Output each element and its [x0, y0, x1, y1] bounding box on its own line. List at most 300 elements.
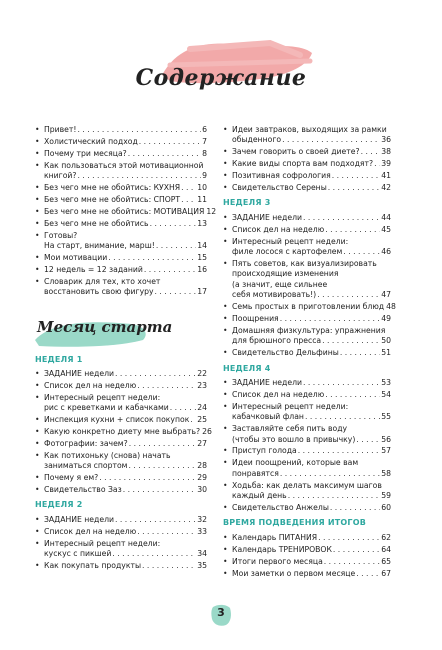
bullet-icon: •	[223, 378, 228, 388]
toc-item[interactable]	[223, 390, 391, 400]
toc-item-line	[44, 485, 207, 495]
toc-item-line	[44, 183, 207, 193]
toc-item-text: Фотографии: зачем?	[44, 438, 128, 448]
toc-item-text: Как пользоваться этой мотивационной	[44, 160, 204, 170]
toc-item[interactable]	[35, 415, 207, 425]
toc-item[interactable]	[223, 458, 391, 479]
toc-item-text: Свидетельство Анжелы	[232, 503, 329, 512]
toc-item[interactable]	[223, 259, 391, 301]
toc-item-text: Какие виды спорта вам подходят?	[232, 159, 374, 169]
toc-item-line	[44, 149, 207, 159]
toc-item-line	[232, 302, 396, 312]
toc-item-line	[44, 473, 207, 483]
toc-item-text: ЗАДАНИЕ недели	[44, 514, 114, 524]
toc-item-page: 6	[202, 125, 207, 134]
toc-item-line	[232, 503, 391, 513]
leader-dots	[356, 435, 380, 445]
bullet-icon: •	[35, 369, 40, 378]
toc-item[interactable]	[223, 237, 391, 258]
toc-item-text: кускус с пикшей	[44, 549, 112, 559]
toc-item-text: Семь простых в приготовлении блюд	[232, 302, 385, 312]
toc-item-text: Список дел на неделю	[44, 380, 137, 390]
toc-item-page: 67	[381, 568, 391, 578]
toc-item[interactable]	[223, 225, 391, 235]
toc-item[interactable]	[223, 125, 391, 146]
toc-item[interactable]	[35, 219, 207, 229]
toc-item-page: 12	[206, 206, 217, 216]
bullet-icon: •	[223, 171, 228, 181]
toc-item[interactable]	[223, 402, 391, 423]
leader-dots	[343, 247, 380, 257]
toc-item-page: 51	[381, 348, 391, 358]
bullet-icon: •	[223, 503, 228, 512]
toc-item[interactable]	[223, 183, 391, 193]
toc-item-text: обыденного	[232, 135, 282, 145]
leader-dots	[142, 561, 196, 571]
leader-dots	[280, 314, 381, 324]
bullet-icon: •	[223, 401, 228, 411]
toc-item-text: Свидетельство Серены	[232, 183, 327, 193]
bullet-icon: •	[223, 258, 228, 268]
toc-item-line	[44, 439, 207, 449]
leader-dots	[170, 403, 196, 413]
leader-dots	[322, 336, 380, 346]
toc-item-page: 56	[381, 434, 391, 444]
bullet-icon: •	[35, 473, 40, 483]
toc-item-text: Пять советов, как визуализировать	[232, 258, 377, 268]
toc-item-text: Холистический подход	[44, 136, 138, 146]
leader-dots	[340, 348, 380, 358]
week-heading: ВРЕМЯ ПОДВЕДЕНИЯ ИТОГОВ	[223, 518, 366, 528]
toc-item-line	[44, 403, 207, 413]
toc-item-line	[44, 137, 207, 147]
toc-item-page: 59	[381, 491, 391, 501]
toc-item[interactable]	[223, 557, 391, 567]
toc-item[interactable]	[35, 427, 212, 437]
toc-item-line	[44, 265, 207, 275]
toc-item-line	[44, 427, 212, 437]
toc-item-page: 29	[197, 473, 207, 483]
toc-item[interactable]	[35, 369, 207, 379]
toc-item[interactable]	[223, 533, 391, 543]
leader-dots	[139, 137, 201, 147]
toc-item-page: 8	[202, 148, 207, 158]
toc-item-page: 39	[381, 159, 391, 169]
toc-item-line	[232, 491, 391, 501]
bullet-icon: •	[35, 252, 40, 262]
leader-dots	[137, 527, 196, 537]
bullet-icon: •	[223, 568, 228, 578]
toc-item-page: 60	[381, 503, 391, 512]
toc-item[interactable]	[35, 473, 207, 483]
toc-item-page: 22	[197, 369, 207, 378]
leader-dots	[280, 469, 380, 479]
bullet-icon: •	[35, 427, 40, 437]
toc-item-text: Приступ голода	[232, 446, 297, 456]
toc-item[interactable]	[223, 171, 391, 181]
toc-item-page: 7	[202, 136, 207, 146]
toc-item[interactable]	[223, 503, 391, 513]
toc-item-line	[44, 381, 207, 391]
toc-item-text: рис с креветками и кабачками	[44, 403, 169, 413]
leader-dots	[181, 183, 196, 193]
bullet-icon: •	[223, 125, 228, 134]
toc-item-text: Список дел на неделю	[44, 526, 137, 536]
bullet-icon: •	[223, 458, 228, 468]
toc-item-text: заниматься спортом	[44, 461, 128, 471]
toc-item-line	[232, 247, 391, 257]
bullet-icon: •	[223, 212, 228, 222]
toc-item[interactable]	[35, 393, 207, 414]
toc-item-line	[232, 533, 391, 543]
toc-item-line	[44, 415, 207, 425]
toc-item-text: Инспекция кухни + список покупок	[44, 415, 190, 425]
bullet-icon: •	[35, 218, 40, 228]
toc-item[interactable]	[223, 348, 391, 358]
toc-item-text: Какую конкретно диету мне выбрать?	[44, 427, 201, 437]
toc-weeks-right	[223, 198, 396, 579]
toc-item-line	[232, 183, 391, 193]
toc-item-page: 16	[197, 264, 207, 274]
toc-item-line	[44, 527, 207, 537]
toc-item[interactable]	[35, 485, 207, 495]
toc-item-text: Календарь ПИТАНИЯ	[232, 532, 318, 542]
bullet-icon: •	[35, 514, 40, 524]
toc-item-page: 58	[381, 468, 391, 478]
toc-item[interactable]	[35, 161, 207, 182]
page-title: Содержание	[135, 65, 307, 91]
leader-dots	[333, 545, 380, 555]
toc-item-page: 33	[197, 526, 207, 536]
toc-item-text: ЗАДАНИЕ недели	[44, 369, 114, 378]
leader-dots	[77, 171, 201, 181]
leader-dots	[288, 491, 380, 501]
toc-item-line	[232, 435, 391, 445]
bullet-icon: •	[35, 230, 40, 240]
toc-item-page: 53	[381, 378, 391, 388]
toc-item-page: 36	[381, 135, 391, 145]
toc-item-text: Готовы?	[44, 230, 78, 240]
leader-dots	[374, 159, 380, 169]
toc-item-text: Как покупать продукты	[44, 561, 142, 570]
leader-dots	[328, 183, 380, 193]
toc-item-page: 55	[381, 412, 391, 422]
toc-item-text: Привет!	[44, 125, 77, 134]
bullet-icon: •	[35, 276, 40, 286]
section-title: Месяц старта	[37, 317, 173, 336]
toc-item-text: филе лосося с картофелем	[232, 247, 343, 257]
toc-item-text: Зачем говорить о своей диете?	[232, 147, 360, 157]
toc-item-page: 27	[197, 438, 207, 448]
toc-item-page: 10	[197, 183, 207, 193]
toc-item-text: Список дел на неделю	[232, 224, 325, 234]
toc-item-line	[44, 195, 207, 205]
toc-item-line	[44, 125, 207, 135]
toc-item-line	[232, 446, 391, 456]
leader-dots	[190, 415, 196, 425]
leader-dots	[356, 569, 380, 579]
toc-item-line	[232, 290, 391, 300]
toc-item-page: 34	[197, 549, 207, 559]
toc-item-page: 25	[197, 415, 207, 425]
toc-item[interactable]	[223, 378, 391, 388]
toc-item-page: 50	[381, 336, 391, 346]
toc-item[interactable]	[35, 451, 207, 472]
week-heading: НЕДЕЛЯ 3	[223, 198, 271, 208]
leader-dots	[150, 219, 197, 229]
toc-item-text: 12 недель = 12 заданий	[44, 264, 143, 274]
week-heading: НЕДЕЛЯ 4	[223, 363, 271, 373]
toc-left-column	[35, 125, 217, 573]
toc-item[interactable]	[223, 302, 396, 312]
toc-item-text: Мои мотивации	[44, 252, 108, 262]
leader-dots	[77, 125, 201, 135]
toc-item-page: 11	[197, 194, 207, 204]
toc-item[interactable]	[223, 159, 391, 169]
leader-dots	[115, 369, 196, 379]
toc-item-text: (чтобы это вошло в привычку)	[232, 434, 356, 444]
toc-item-page: 30	[197, 485, 207, 495]
toc-item-text: Интересный рецепт недели:	[44, 538, 161, 548]
toc-item-line	[232, 147, 391, 157]
bullet-icon: •	[223, 556, 228, 566]
toc-item-text: Список дел на неделю	[232, 389, 325, 399]
section-header	[35, 314, 207, 350]
toc-item-text: (а значит, еще сильнее	[232, 279, 328, 289]
toc-item[interactable]	[35, 527, 207, 537]
toc-item-page: 13	[197, 218, 207, 228]
toc-item-page: 62	[381, 532, 391, 542]
bullet-icon: •	[35, 125, 40, 134]
toc-item[interactable]	[35, 137, 207, 147]
bullet-icon: •	[35, 194, 40, 204]
leader-dots	[129, 439, 197, 449]
leader-dots	[361, 147, 381, 157]
leader-dots	[303, 213, 380, 223]
toc-item-line	[232, 336, 391, 346]
leader-dots	[123, 485, 197, 495]
toc-item-page: 47	[381, 290, 391, 300]
leader-dots	[115, 515, 196, 525]
toc-item-text: Без чего мне не обойтись	[44, 218, 149, 228]
toc-item-page: 28	[197, 461, 207, 471]
bullet-icon: •	[223, 424, 228, 434]
bullet-icon: •	[35, 450, 40, 460]
toc-item-text: ЗАДАНИЕ недели	[232, 212, 302, 222]
toc-item[interactable]	[223, 545, 391, 555]
toc-item-text: Без чего мне не обойтись: МОТИВАЦИЯ	[44, 206, 205, 216]
bullet-icon: •	[223, 325, 228, 335]
toc-item[interactable]	[223, 326, 391, 347]
toc-item-text: Позитивная софрология	[232, 171, 331, 181]
toc-item-line	[44, 241, 207, 251]
bullet-icon: •	[223, 532, 228, 542]
toc-item-text: восстановить свою фигуру	[44, 287, 154, 297]
toc-item-page: 42	[381, 183, 391, 193]
leader-dots	[325, 225, 380, 235]
toc-item-text: Свидетельство Заз	[44, 485, 122, 495]
toc-item-text: Календарь ТРЕНИРОВОК	[232, 544, 332, 554]
toc-item[interactable]	[35, 277, 207, 298]
leader-dots	[324, 557, 380, 567]
leader-dots	[181, 195, 196, 205]
week-heading: НЕДЕЛЯ 2	[35, 500, 83, 510]
toc-item[interactable]	[223, 314, 391, 324]
week-heading: НЕДЕЛЯ 1	[35, 354, 83, 364]
toc-item-line	[232, 225, 391, 235]
toc-item-line	[44, 549, 207, 559]
toc-item-line	[44, 369, 207, 379]
bullet-icon: •	[223, 183, 228, 193]
bullet-icon: •	[223, 302, 228, 312]
leader-dots	[305, 412, 380, 422]
bullet-icon: •	[35, 485, 40, 495]
toc-item-line	[232, 557, 391, 567]
toc-item-text: Свидетельство Дельфины	[232, 348, 339, 358]
bullet-icon: •	[223, 314, 228, 323]
toc-continued-list	[223, 125, 391, 193]
toc-item-text: Как потихоньку (снова) начать	[44, 450, 171, 460]
toc-item[interactable]	[223, 147, 391, 157]
leader-dots	[298, 446, 380, 456]
toc-item[interactable]	[35, 149, 207, 159]
toc-item[interactable]	[35, 253, 207, 263]
toc-item-text: Почему три месяца?	[44, 148, 127, 158]
page-number: 3	[217, 606, 225, 619]
toc-item-text: Мои заметки о первом месяце	[232, 568, 356, 578]
toc-item[interactable]	[35, 206, 217, 217]
bullet-icon: •	[223, 480, 228, 490]
toc-item-page: 38	[381, 147, 391, 157]
toc-item[interactable]	[35, 515, 207, 525]
toc-item-line	[232, 314, 391, 324]
bullet-icon: •	[223, 389, 228, 399]
toc-item-line	[44, 219, 207, 229]
toc-item[interactable]	[35, 231, 207, 252]
bullet-icon: •	[223, 147, 228, 157]
toc-item-line	[232, 348, 391, 358]
toc-item[interactable]	[223, 446, 391, 456]
toc-item-line	[232, 213, 391, 223]
toc-item-text: Интересный рецепт недели:	[232, 236, 349, 246]
toc-item-text: ЗАДАНИЕ недели	[232, 378, 302, 388]
toc-item-text: Идеи завтраков, выходящих за рамки	[232, 125, 387, 134]
bullet-icon: •	[223, 348, 228, 358]
toc-item-line	[232, 390, 391, 400]
toc-item-text: Почему я ем?	[44, 473, 99, 483]
bullet-icon: •	[223, 544, 228, 554]
leader-dots	[128, 461, 196, 471]
bullet-icon: •	[35, 380, 40, 390]
toc-item-page: 54	[381, 389, 391, 399]
toc-item-text: Заставляйте себя пить воду	[232, 424, 348, 434]
leader-dots	[155, 287, 197, 297]
toc-item-text: каждый день	[232, 491, 287, 501]
bullet-icon: •	[223, 159, 228, 169]
toc-item[interactable]	[35, 561, 207, 571]
toc-item-page: 41	[381, 171, 391, 181]
toc-item-text: Домашняя физкультура: упражнения	[232, 325, 386, 335]
toc-item[interactable]	[35, 439, 207, 449]
toc-item-text: Итоги первого месяца	[232, 556, 323, 566]
toc-item-line	[232, 569, 391, 579]
leader-dots	[112, 549, 196, 559]
bullet-icon: •	[35, 415, 40, 425]
toc-item[interactable]	[223, 424, 391, 445]
bullet-icon: •	[35, 183, 40, 193]
bullet-icon: •	[35, 264, 40, 274]
toc-item-page: 14	[197, 241, 207, 251]
toc-item-page: 23	[197, 380, 207, 390]
toc-item-page: 46	[381, 247, 391, 257]
toc-item-line	[44, 206, 217, 217]
leader-dots	[156, 241, 196, 251]
toc-right-column	[223, 125, 396, 580]
bullet-icon: •	[35, 160, 40, 170]
toc-item-text: Интересный рецепт недели:	[44, 392, 161, 402]
toc-item-line	[232, 378, 391, 388]
toc-item[interactable]	[223, 481, 391, 502]
toc-item[interactable]	[35, 195, 207, 205]
toc-item-line	[232, 159, 391, 169]
toc-item-page: 17	[197, 287, 207, 297]
leader-dots	[128, 149, 201, 159]
bullet-icon: •	[35, 392, 40, 402]
toc-item-page: 44	[381, 212, 391, 222]
toc-item-text: для брюшного пресса	[232, 336, 322, 346]
bullet-icon: •	[35, 538, 40, 548]
toc-item-page: 26	[202, 427, 212, 437]
toc-item-text: себя мотивировать!)	[232, 290, 317, 300]
toc-item-text: кабачковый флан	[232, 412, 304, 422]
bullet-icon: •	[35, 206, 40, 216]
toc-item-line	[232, 171, 391, 181]
toc-item[interactable]	[223, 213, 391, 223]
toc-item-page: 45	[381, 224, 391, 234]
bullet-icon: •	[35, 438, 40, 448]
leader-dots	[330, 503, 380, 513]
toc-item-text: понравятся	[232, 468, 279, 478]
toc-item-page: 65	[381, 556, 391, 566]
toc-item-line	[232, 412, 391, 422]
toc-item-text: Идеи поощрений, которые вам	[232, 458, 359, 468]
toc-item-page: 32	[197, 514, 207, 524]
bullet-icon: •	[223, 446, 228, 456]
toc-item[interactable]	[223, 569, 391, 579]
toc-item[interactable]	[35, 183, 207, 193]
toc-item-page: 48	[386, 302, 396, 312]
toc-item-line	[44, 515, 207, 525]
bullet-icon: •	[223, 236, 228, 246]
toc-item-page: 57	[381, 446, 391, 456]
leader-dots	[137, 381, 196, 391]
leader-dots	[108, 253, 196, 263]
toc-item-text: На старт, внимание, марш!	[44, 241, 155, 251]
toc-item[interactable]	[35, 125, 207, 135]
toc-item-line	[232, 135, 391, 145]
toc-item-text: Поощрения	[232, 314, 279, 323]
toc-item-text: Интересный рецепт недели:	[232, 401, 349, 411]
toc-item-line	[44, 561, 207, 571]
toc-item-page: 64	[381, 544, 391, 554]
toc-item[interactable]	[35, 381, 207, 391]
toc-item-line	[232, 545, 391, 555]
leader-dots	[144, 265, 196, 275]
toc-item[interactable]	[35, 539, 207, 560]
bullet-icon: •	[35, 148, 40, 158]
toc-item[interactable]	[35, 265, 207, 275]
bullet-icon: •	[35, 136, 40, 146]
